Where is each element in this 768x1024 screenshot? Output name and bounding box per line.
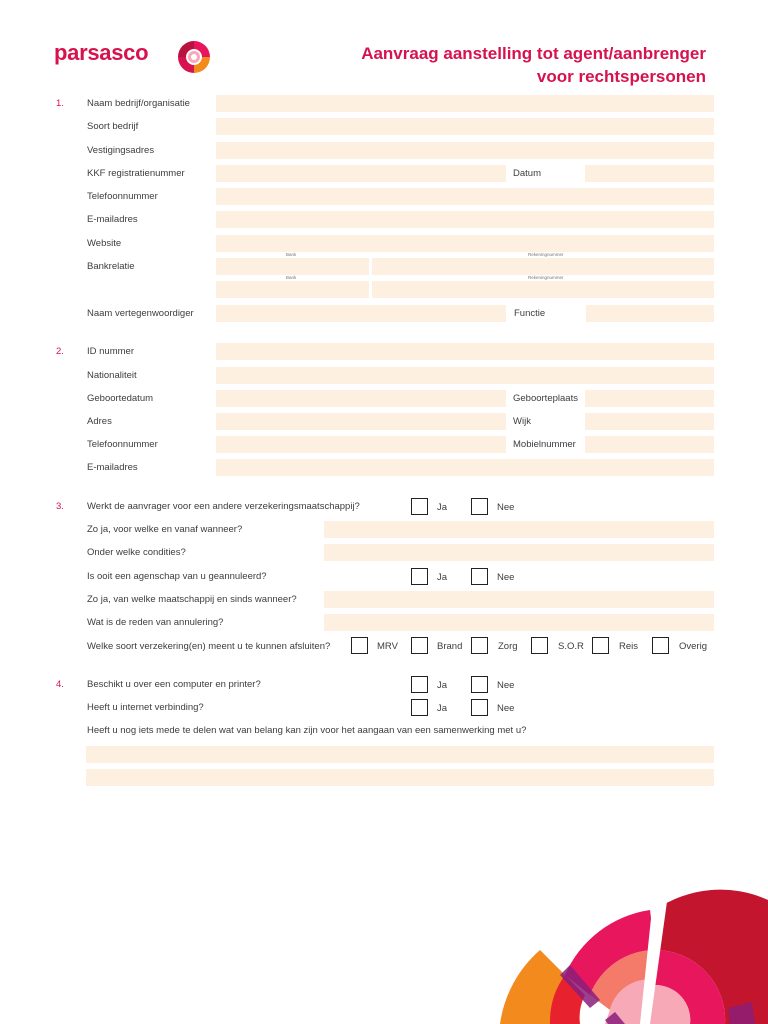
type-mrv-checkbox[interactable]: [351, 637, 368, 654]
type-brand-checkbox[interactable]: [411, 637, 428, 654]
nationality-input[interactable]: [216, 367, 714, 384]
account-hint-2: Rekeningnummer: [528, 275, 564, 280]
type-sor-checkbox[interactable]: [531, 637, 548, 654]
kkf-input[interactable]: [216, 165, 506, 182]
label-mobile: Mobielnummer: [513, 439, 576, 450]
label-birth-date: Geboortedatum: [87, 393, 154, 404]
question-conditions: Onder welke condities?: [87, 547, 186, 558]
type-brand-label: Brand: [437, 641, 463, 652]
other-insurer-no-checkbox[interactable]: [471, 498, 488, 515]
label-address-2: Adres: [87, 416, 112, 427]
agency-cancelled-yes-checkbox[interactable]: [411, 568, 428, 585]
bank-input-2[interactable]: [216, 281, 369, 298]
type-overig-checkbox[interactable]: [652, 637, 669, 654]
question-agency-cancelled: Is ooit een agenschap van u geannuleerd?: [87, 571, 267, 582]
type-reis-checkbox[interactable]: [592, 637, 609, 654]
birth-date-input[interactable]: [216, 390, 506, 407]
question-other-info: Heeft u nog iets mede te delen wat van belang kan zijn voor het aangaan van een samenwerking met u?: [87, 725, 527, 736]
company-name-input[interactable]: [216, 95, 714, 112]
question-internet: Heeft u internet verbinding?: [87, 702, 204, 713]
type-zorg-label: Zorg: [498, 641, 518, 652]
other-insurer-no-label: Nee: [497, 502, 515, 513]
label-function: Functie: [514, 308, 546, 319]
label-nationality: Nationaliteit: [87, 370, 137, 381]
agency-cancelled-yes-label: Ja: [437, 572, 448, 583]
bank-hint-1: Bank: [286, 252, 297, 257]
which-since-input[interactable]: [324, 521, 714, 538]
function-input[interactable]: [586, 305, 714, 322]
label-address: Vestigingsadres: [87, 145, 155, 156]
address-input-2[interactable]: [216, 413, 506, 430]
bank-hint-2: Bank: [286, 275, 297, 280]
type-reis-label: Reis: [619, 641, 639, 652]
account-input-2[interactable]: [372, 281, 714, 298]
type-mrv-label: MRV: [377, 641, 398, 652]
logo-icon: [174, 37, 214, 77]
agency-cancelled-no-label: Nee: [497, 572, 515, 583]
company-type-input[interactable]: [216, 118, 714, 135]
label-email: E-mailadres: [87, 214, 138, 225]
label-kkf: KKF registratienummer: [87, 168, 185, 179]
label-id-number: ID nummer: [87, 346, 134, 357]
computer-yes-checkbox[interactable]: [411, 676, 428, 693]
internet-no-label: Nee: [497, 703, 515, 714]
type-overig-label: Overig: [679, 641, 707, 652]
website-input[interactable]: [216, 235, 714, 252]
other-insurer-yes-checkbox[interactable]: [411, 498, 428, 515]
question-computer: Beschikt u over een computer en printer?: [87, 679, 261, 690]
page-title: Aanvraag aanstelling tot agent/aanbrenger voor rechtspersonen: [361, 44, 706, 86]
label-bank-relation: Bankrelatie: [87, 261, 135, 272]
email-input[interactable]: [216, 211, 714, 228]
question-which-company-since: Zo ja, van welke maatschappij en sinds wanneer?: [87, 594, 297, 605]
type-zorg-checkbox[interactable]: [471, 637, 488, 654]
label-date: Datum: [513, 168, 541, 179]
birth-place-input[interactable]: [585, 390, 714, 407]
label-company-name: Naam bedrijf/organisatie: [87, 98, 190, 109]
computer-no-checkbox[interactable]: [471, 676, 488, 693]
internet-yes-label: Ja: [437, 703, 448, 714]
internet-yes-checkbox[interactable]: [411, 699, 428, 716]
question-which-since: Zo ja, voor welke en vanaf wanneer?: [87, 524, 243, 535]
section-1-number: 1.: [56, 98, 64, 109]
label-birth-place: Geboorteplaats: [513, 393, 578, 404]
label-company-type: Soort bedrijf: [87, 121, 139, 132]
label-phone-2: Telefoonnummer: [87, 439, 158, 450]
logo-text: parsasco: [54, 40, 149, 65]
internet-no-checkbox[interactable]: [471, 699, 488, 716]
conditions-input[interactable]: [324, 544, 714, 561]
label-phone: Telefoonnummer: [87, 191, 158, 202]
label-website: Website: [87, 238, 122, 249]
type-sor-label: S.O.R: [558, 641, 584, 652]
which-company-since-input[interactable]: [324, 591, 714, 608]
section-3-number: 3.: [56, 501, 64, 512]
section-2-number: 2.: [56, 346, 64, 357]
other-info-input-2[interactable]: [86, 769, 714, 786]
account-hint-1: Rekeningnummer: [528, 252, 564, 257]
section-4-number: 4.: [56, 679, 64, 690]
date-input[interactable]: [585, 165, 714, 182]
label-email-2: E-mailadres: [87, 462, 138, 473]
phone-input-2[interactable]: [216, 436, 506, 453]
bank-input-1[interactable]: [216, 258, 369, 275]
question-insurance-types: Welke soort verzekering(en) meent u te kunnen afsluiten?: [87, 641, 331, 652]
question-reason: Wat is de reden van annulering?: [87, 617, 224, 628]
computer-yes-label: Ja: [437, 680, 448, 691]
email-input-2[interactable]: [216, 459, 714, 476]
other-info-input-1[interactable]: [86, 746, 714, 763]
agency-cancelled-no-checkbox[interactable]: [471, 568, 488, 585]
account-input-1[interactable]: [372, 258, 714, 275]
decorative-corner-graphic: [490, 880, 768, 1024]
label-representative: Naam vertegenwoordiger: [87, 308, 194, 319]
reason-input[interactable]: [324, 614, 714, 631]
question-other-insurer: Werkt de aanvrager voor een andere verzekeringsmaatschappij?: [87, 501, 360, 512]
address-input[interactable]: [216, 142, 714, 159]
label-district: Wijk: [513, 416, 531, 427]
representative-input[interactable]: [216, 305, 506, 322]
other-insurer-yes-label: Ja: [437, 502, 448, 513]
computer-no-label: Nee: [497, 680, 515, 691]
district-input[interactable]: [585, 413, 714, 430]
id-number-input[interactable]: [216, 343, 714, 360]
mobile-input[interactable]: [585, 436, 714, 453]
phone-input[interactable]: [216, 188, 714, 205]
